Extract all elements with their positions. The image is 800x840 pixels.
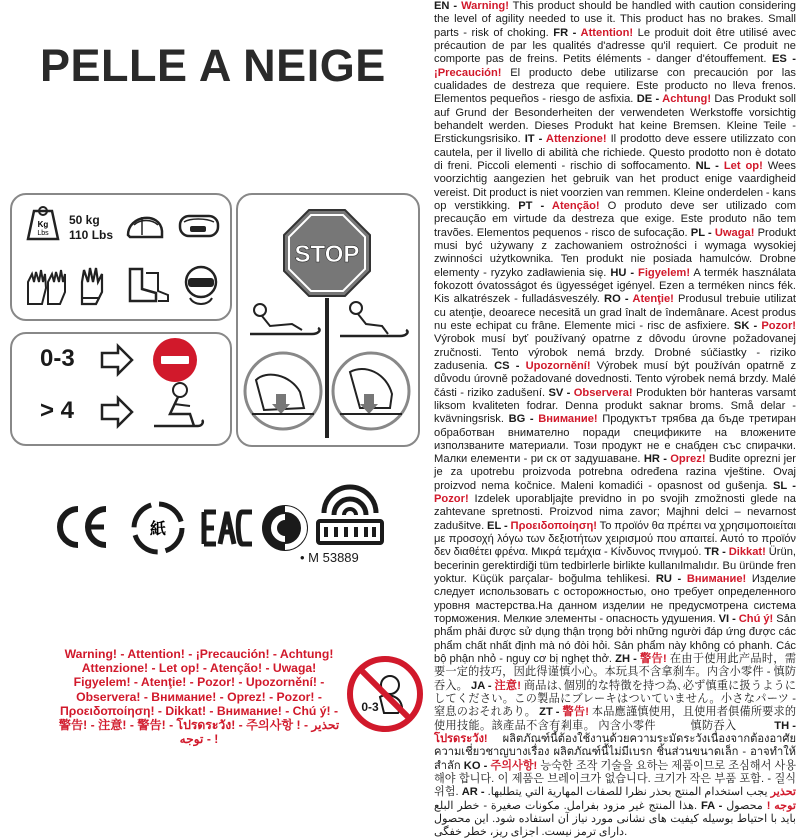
warning-lang-code: AR - [461,786,488,799]
warning-heading: تحذير [770,786,796,799]
warning-heading: Warning! [461,0,509,12]
warning-heading: Atenção! [551,199,600,212]
warning-heading: 주의사항! [490,759,538,772]
warning-heading: Oprez! [670,453,706,466]
weight-icon-unit: Kg [37,220,49,229]
multilingual-warnings [434,0,796,840]
stop-sign-icon [282,208,372,303]
warning-text: 商品は､個別的な特徴を持つ為､必ず慎重に扱うようにしてください。この製品にブレーキはついていません。小さなパーツ - 窒息のおそれあり。 [434,679,797,719]
sledding-child-icon [246,300,324,347]
warning-text: Budite oprezni jer je za upotrebu proizvoda potrebna određena razina vještine. Ovaj proizvod nema kočnice. Maleni komadići - opasnost od gušenja. [434,453,796,492]
foot-brake-icon [242,350,324,437]
warning-text: Изделие следует использовать с осторожностью, оно требует определенного уровня мастерства.На данном изделии не предусмотрена система торможения. Мелкие элементы - опасность удушения. [434,573,796,626]
multilingual-warning-summary: Warning! - Attention! - ¡Precaución! - Achtung! Attenzione! - Let op! - Atenção! - Uwaga! Figyelem! - Atenţie! - Pozor! - Upozornění! - Observera! - Внимание! - Oprez! - Pozor! - Προειδοποίηση! - Dikkat! - Внимание! - Chú ý! - 警告! - 注意! - 警告! - โปรดระวัง! - 주의사항 ! - تحذير - توجه ! [58,647,340,747]
warning-lang-code: EL - [487,519,511,532]
warning-lang-code: SK - [733,319,762,332]
warning-heading: 注意! [494,679,521,692]
winter-gloves-icon [72,262,120,313]
warning-lang-code: ES - [771,53,797,66]
weight-limit-lbs: 110 Lbs [69,228,114,242]
warning-text: ผลิตภัณฑ์นี้ต้องใช้งานด้วยความระมัดระวังเนื่องจากต้องอาศัยความเชี่ยวชาญบางเรื่อง ผลิตภัณฑ์นี้ไม่มีเบรก ชิ้นส่วนขนาดเล็ก - อาจทำให้สำลัก [434,733,796,772]
ce-mark [54,505,112,554]
warning-heading: Chú ý! [738,613,774,626]
arrow-right-icon [100,344,134,381]
warning-heading: Attenzione! [545,133,607,146]
warning-heading: Atenţie! [632,293,674,306]
warning-text: Sản phẩm phải được sử dụng thận trọng bởi những người đáp ứng được các phẩm chất nhất định mà nó đòi hỏi. Sản phẩm này không có phanh. Các bộ phận nhỏ - nguy cơ bị nghẹt thở. [434,613,797,666]
warning-heading: Achtung! [662,93,712,106]
warning-lang-code: RU - [655,573,687,586]
warning-lang-code: NL - [695,159,724,172]
warning-heading: Figyelem! [638,266,691,279]
warning-heading: 警告! [562,706,589,719]
warning-text: Das Produkt soll auf Grund der Besonderheiten der verwendeten Werkstoffe vorsichtig behandelt werden. Dieses Produkt hat keine Bremsen. Kleine Teile - Erstickungsrisiko. [434,93,796,146]
warning-lang-code: PT - [518,199,552,212]
warning-heading: Dikkat! [728,546,766,559]
warning-lang-code: RO - [604,293,633,306]
weight-icon-unit: Lbs [37,230,49,237]
warning-text: Výrobok musí byť používaný opatrne z dôvodu úrovne požadovanej zručnosti. Tento výrobok nemá brzdy. Drobné súčiastky - riziko zadusenia. [434,333,796,372]
eac-mark [200,508,254,553]
warning-text: O produto deve ser utilizado com precaução em virtude da destreza que exige. Este produto não tem travões. Elementos pequenos - risco de sufocação. [434,199,797,239]
warning-heading: Pozor! [761,319,797,332]
warning-heading: Προειδοποίηση! [510,519,597,532]
certification-number: • M 53889 [300,550,359,565]
child-crawling-icon [336,300,414,347]
warning-lang-code: TH - [774,719,796,732]
warning-heading: Attention! [580,26,634,39]
warning-text: Le produit doit être utilisé avec précaution de par les qualités d'adresse qu'il requiert. Ce produit ne comporte pas de freins. Petits éléments - danger d'étouffement. [434,26,796,66]
warning-text: Το προϊόν θα πρέπει να χρησιμοποιείται με προσοχή λόγω των δεξιοτήτων χειρισμού που απαιτεί. Αυτό το προϊόν δεν διαθέτει φρένα. Μικρά τεμάχια - Κίνδυνος πνιγμού. [434,519,797,559]
warning-lang-code: SL - [772,479,797,492]
arrow-right-icon [100,396,134,433]
warning-heading: โปรดระวัง! [434,733,488,746]
child-on-sled-icon [150,380,206,439]
no-children-under-3-icon [346,655,424,738]
warning-text: 능숙한 조작 기술을 요하는 제품이므로 조심해서 사용해야 합니다. 이 제품은 브레이크가 없습니다. 크기가 작은 부품 포함. - 질식 위험. [434,759,796,799]
foot-brake-icon [330,350,412,437]
goggles-icon [176,208,224,251]
warning-lang-code: TR - [704,546,729,559]
warning-text: Ürün, becerinin gerektirdiği tüm tedbirlerle birlikte kullanılmalıdır. Bu üründe fren yoktur. Küçük parçalar- boğulma tehlikesi. [434,546,796,586]
stop-sign-text: STOP [294,241,360,268]
helmet-icon [120,205,168,254]
warning-lang-code: ZH - [615,653,641,666]
stop-sign-pole [325,298,329,438]
warning-lang-code: VI - [718,613,739,626]
warning-text: Produsul trebuie utilizat cu atenţie, deoarece necesită un grad înalt de îndemânare. Acest produs nu este echipat cu frâne. Elemente mici - risc de asfixiere. [434,293,797,332]
gloves-icon [20,264,68,313]
warning-text: يجب استخدام المنتج بحذر نظرا للصفات المهارية التي يتطلبها. هذا المنتج غير مزود بفرامل. مكونات صغيرة - خطر البلع. [434,786,771,812]
warning-lang-code: SV - [548,386,574,399]
warning-lang-code: JA - [471,679,495,692]
warning-text: Продуктът трябва да бъде третиран обработван внимателно поради спецификите на вложените използваните материали. Този продукт не е снабден със спирачки. Малки елементи - ри ск от задушаване. [434,413,796,466]
warning-text: El producto debe utilizarse con precaución por las cualidades de destreza que requiere. Este producto no lleva frenos. Elementos pequeños - riesgo de asfixia. [434,66,796,106]
warning-heading: Pozor! [434,493,469,506]
age-label-0-3: 0-3 [40,345,75,372]
warning-text: محصول باید با احتیاط بوسیله کیفیت های نشانی مورد نیاز آن استفاده شود. این محصول دارای ترمز نیست. اجزای ریز، خطر خفگی. [434,799,796,839]
warning-lang-code: EN - [434,0,462,12]
warning-lang-code: HR - [643,453,671,466]
svg-text:紙: 紙 [149,519,167,538]
product-title: PELLE A NEIGE [40,40,386,91]
weight-limit-kg: 50 kg [69,213,100,227]
weight-limit [69,213,113,243]
warning-text: 在由于使用此产品时，需要一定的技巧，因此得谨慎小心。本玩具不含拿刹车。内含小零件 - 慎防吞入。 [434,653,797,692]
helmet-logo-icon [314,487,386,556]
warning-text: Výrobek musí být používán opatrně z důvodu úrovně požadované dovednosti. Tento výrobek nemá brzdy. Malé části - riziko zadušení. [434,359,797,399]
warning-heading: Внимание! [686,573,747,586]
age-label-over-4: > 4 [40,397,75,424]
warning-heading: ¡Precaución! [434,66,502,79]
warning-lang-code: CS - [494,359,526,372]
warning-heading: Observera! [573,386,633,399]
warning-lang-code: FR - [553,26,581,39]
age-badge-text: 0-3 [361,700,379,714]
warning-lang-code: DE - [636,93,663,106]
weight-icon [24,205,62,243]
warning-lang-code: PL - [690,226,715,239]
warning-text: 本品應謹慎使用，且使用者俱備所要求的使用技能。該產品不含有剎車。 內含小零件 慎防吞入 [434,706,797,732]
warning-lang-code: FA - [700,799,727,812]
warning-lang-code: ZT - [539,706,563,719]
warning-heading: Uwaga! [714,226,755,239]
warning-text: Il prodotto deve essere utilizzato con cautela, per il livello di abilità che richiede. Questo prodotto non è dotato di freni. Piccoli elementi - rischio di soffocamento. [434,133,797,172]
warning-text: Wees voorzichtig aangezien het gebruik van het product enige vaardigheid vereist. Dit product is niet voorzien van remmen. Kleine onderdelen - kans op verstikking. [434,159,796,212]
warning-heading: توجه ! [766,799,797,812]
warning-heading: 警告! [640,653,667,666]
warning-text: Produkten bör hanteras varsamt liksom kvaliteten fodrar. Denna produkt saknar broms. Små delar - kvävningsrisk. [434,386,796,426]
paper-recycling-icon [130,500,186,561]
warning-lang-code: IT - [524,133,546,146]
warning-text: Produkt musi być używany z zachowaniem ostrożności i wymaga wysokiej zwinności użytkownika. Ten produkt nie posiada hamulców. Drobne elementy - ryzyko zadławienia się. [434,226,796,279]
warning-lang-code: KO - [463,759,491,772]
warning-text: A termék használata fokozott óvatosságot és ügyességet igényel. Ezen a terméken nincs fék. Kis alkatrészek - fulladásveszély. [434,266,796,306]
warning-heading: Upozornění! [525,359,591,372]
warning-lang-code: BG - [508,413,539,426]
face-mask-icon [178,262,224,313]
warning-text: Izdelek uporabljajte previdno in po svojih zmožnosti glede na zahtevane spretnosti. Proizvod nima zavor; Majhni delci – nevarnost zadušitve. [434,493,796,532]
warning-text: This product should be handled with caution considering the level of agility needed to use it. This product has no brakes. Small parts - risk of choking. [434,0,796,39]
boots-icon [124,263,172,312]
warning-heading: Внимание! [538,413,598,426]
warning-lang-code: HU - [610,266,639,279]
warning-heading: Let op! [723,159,763,172]
